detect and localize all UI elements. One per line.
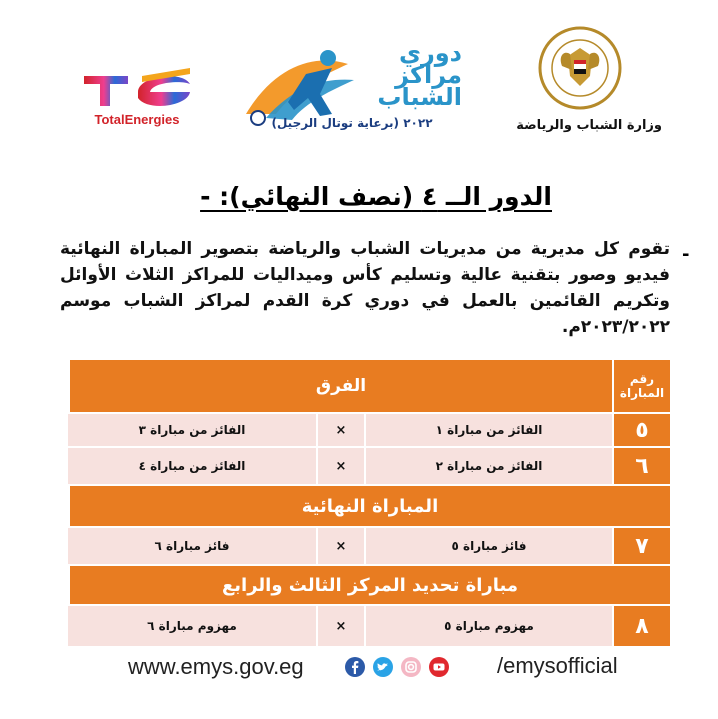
social-icons xyxy=(344,656,450,678)
youth-league-logo xyxy=(236,38,468,138)
matches-table xyxy=(68,360,670,648)
social-handle[interactable]: /emysofficial xyxy=(497,653,618,678)
final-match-title: المباراة النهائية xyxy=(68,486,670,526)
table-row xyxy=(68,528,670,566)
instagram-icon[interactable] xyxy=(400,656,422,678)
match-number: ٥ xyxy=(612,414,670,446)
table-row xyxy=(68,606,670,648)
description-paragraph: تقوم كل مديرية من مديريات الشباب والرياضة بتصوير المباراة النهائية فيديو وصور بتقنية عالية وتسليم كأس وميداليات للمراكز الثلاث الأوائل وتكريم القائمين بالعمل في دوري كرة القدم لمراكز الشباب موسم ٢٠٢٣/٢٠٢٢م. xyxy=(60,239,670,337)
youtube-icon[interactable] xyxy=(428,656,450,678)
match-number-header-line1: رقم xyxy=(629,372,655,386)
youth-league-title: دوري مراكز الشباب xyxy=(377,39,462,111)
team-two: فائز مباراة ٦ xyxy=(68,528,316,564)
section-heading: الدور الــ ٤ (نصف النهائي): - xyxy=(200,182,552,211)
table-row xyxy=(68,414,670,448)
team-one: مهزوم مباراة ٥ xyxy=(364,606,612,646)
twitter-icon[interactable] xyxy=(372,656,394,678)
match-number-header xyxy=(612,360,670,412)
team-one: فائز مباراة ٥ xyxy=(364,528,612,564)
totalenergies-logo-text: TotalEnergies xyxy=(94,112,180,127)
team-two: مهزوم مباراة ٦ xyxy=(68,606,316,646)
totalenergies-logo-icon xyxy=(78,62,196,110)
match-number-header-line2: المباراة xyxy=(619,386,665,400)
match-number: ٧ xyxy=(612,528,670,564)
facebook-icon[interactable] xyxy=(344,656,366,678)
table-header-row xyxy=(68,360,670,414)
ministry-seal-icon xyxy=(538,26,622,110)
ministry-logo xyxy=(516,26,662,136)
totalenergies-logo xyxy=(78,62,196,128)
match-number: ٨ xyxy=(612,606,670,646)
team-two: الفائز من مباراة ٣ xyxy=(68,414,316,446)
versus-mark: × xyxy=(316,528,364,564)
team-two: الفائز من مباراة ٤ xyxy=(68,448,316,484)
third-place-banner-row xyxy=(68,566,670,606)
table-row xyxy=(68,448,670,486)
versus-mark: × xyxy=(316,414,364,446)
ministry-name: وزارة الشباب والرياضة xyxy=(516,118,662,133)
bullet-dash: - xyxy=(682,244,690,265)
third-place-match-title: مباراة تحديد المركز الثالث والرابع xyxy=(68,566,670,604)
team-one: الفائز من مباراة ١ xyxy=(364,414,612,446)
versus-mark: × xyxy=(316,448,364,484)
match-number: ٦ xyxy=(612,448,670,484)
final-banner-row xyxy=(68,486,670,528)
youth-league-subtitle: ٢٠٢٢ (برعاية توتال الرجيل) xyxy=(271,116,433,130)
website-link[interactable]: www.emys.gov.eg xyxy=(128,654,304,679)
teams-header: الفرق xyxy=(68,360,612,412)
versus-mark: × xyxy=(316,606,364,646)
team-one: الفائز من مباراة ٢ xyxy=(364,448,612,484)
